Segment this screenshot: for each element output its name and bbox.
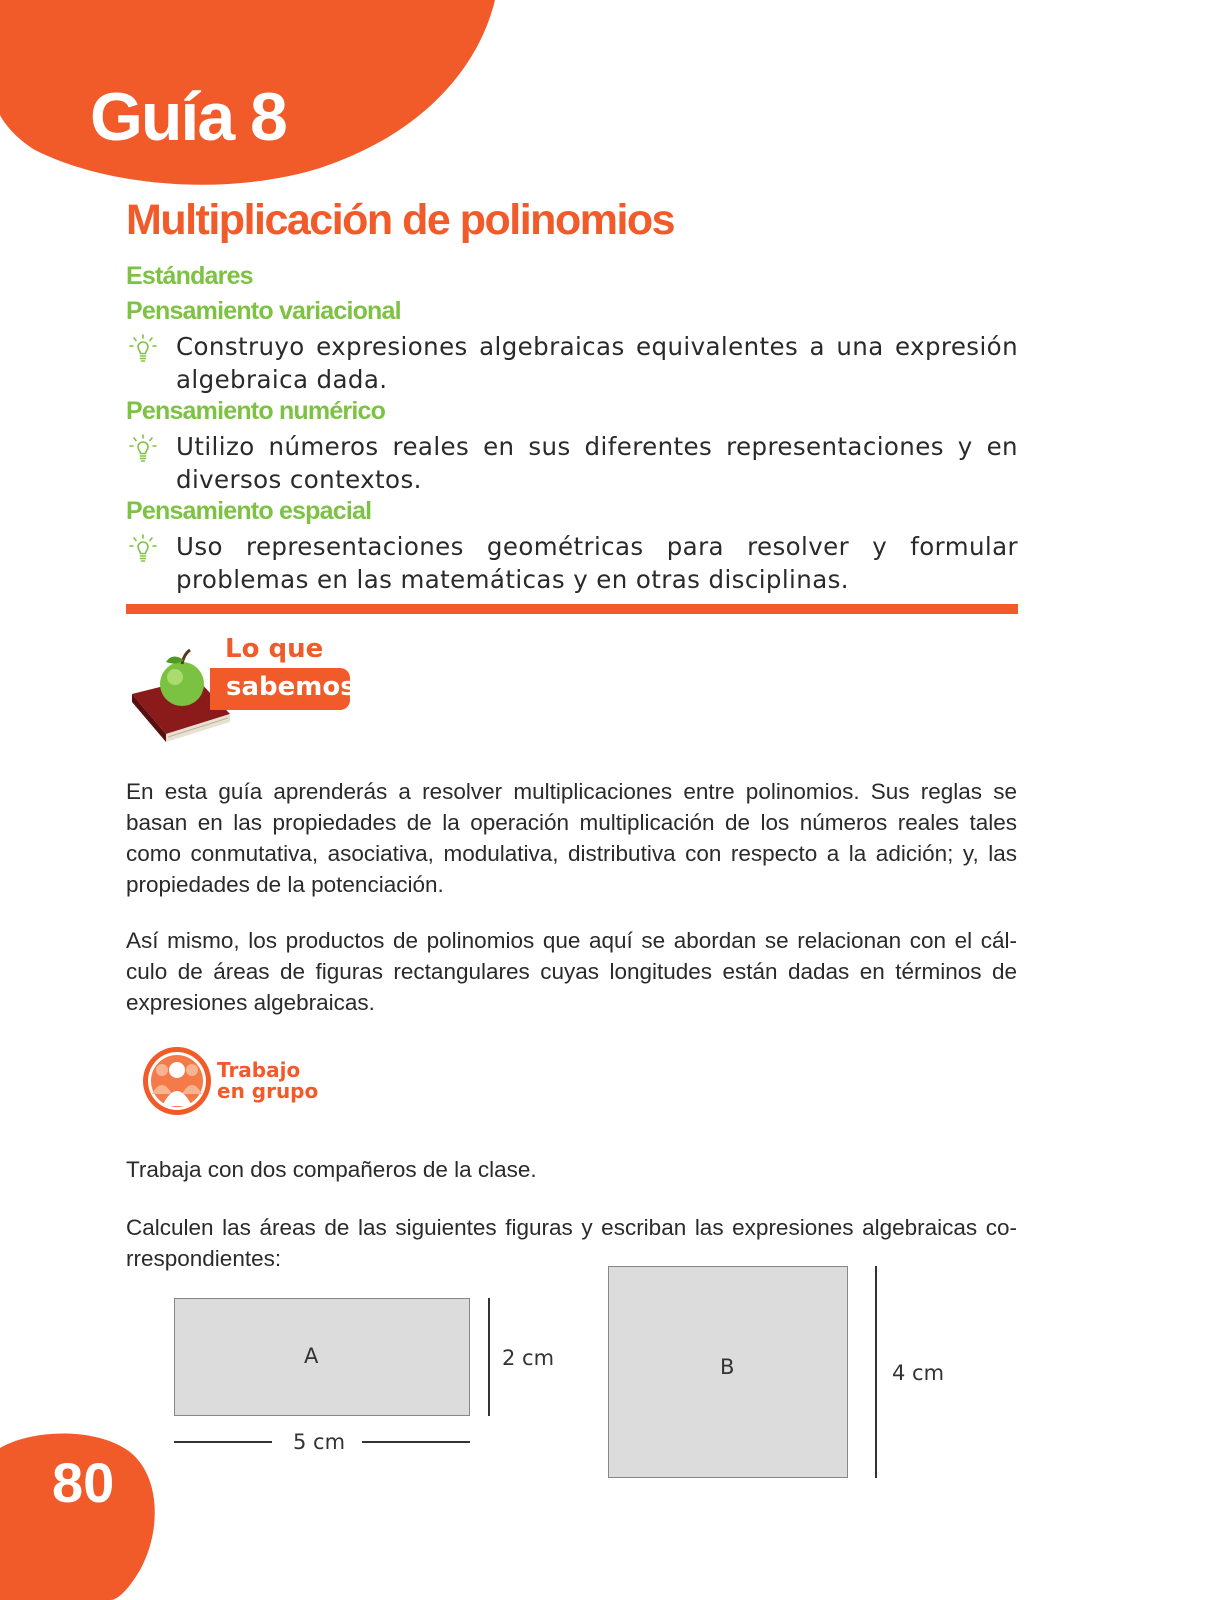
figure-a-height-label: 2 cm — [502, 1346, 555, 1370]
standard-item-numerico — [128, 430, 1018, 496]
group-instruction: Calculen las áreas de las siguientes figuras y escriban las expresiones algebraicas correspondientes: — [126, 1215, 1017, 1271]
figure-b-label: B — [720, 1355, 735, 1379]
standard-text: Uso representaciones geométricas para resolver y formular problemas en las matemáticas y en otras disciplinas. — [176, 532, 1018, 594]
figure-a-height-line — [488, 1298, 490, 1416]
standard-group-variacional: Pensamiento variacional — [126, 297, 401, 325]
page-title: Multiplicación de polinomios — [126, 196, 675, 244]
standard-text: Utilizo números reales en sus diferentes representaciones y en diversos contextos. — [176, 432, 1018, 494]
group-work-icon — [140, 1044, 214, 1118]
figure-a-width-line-right — [362, 1441, 470, 1443]
standard-text: Construyo expresiones algebraicas equivalentes a una expresión algebraica dada. — [176, 332, 1018, 394]
intro-paragraph: Así mismo, los productos de polinomios que aquí se abordan se relacionan con el cálculo de áreas de figuras rectangulares cuyas longitudes están dadas en términos de expresiones algebraicas. — [126, 928, 1017, 1015]
page-number: 80 — [52, 1451, 115, 1514]
standard-group-numerico: Pensamiento numérico — [126, 397, 386, 425]
figure-a-rectangle — [174, 1298, 470, 1416]
standard-group-espacial: Pensamiento espacial — [126, 497, 372, 525]
figure-b-height-line — [875, 1266, 877, 1478]
group-instruction: Trabaja con dos compañeros de la clase. — [126, 1157, 537, 1182]
lightbulb-icon — [128, 534, 158, 564]
lo-que-sabemos-title-line2: sabemos — [226, 672, 356, 702]
standard-item-espacial — [128, 530, 1018, 596]
standard-item-variacional — [128, 330, 1018, 396]
lightbulb-icon — [128, 434, 158, 464]
guide-title: Guía 8 — [90, 79, 286, 155]
figure-a-label: A — [304, 1344, 319, 1368]
figure-b-height-label: 4 cm — [892, 1361, 945, 1385]
standards-heading: Estándares — [126, 262, 253, 290]
lightbulb-icon — [128, 334, 158, 364]
section-divider — [126, 604, 1018, 614]
lo-que-sabemos-title-line1: Lo que — [225, 634, 324, 664]
figure-a-width-label: 5 cm — [293, 1430, 346, 1454]
trabajo-en-grupo-title-line2: en grupo — [217, 1079, 319, 1103]
intro-paragraph: En esta guía aprenderás a resolver multiplicaciones entre polinomios. Sus reglas se basan en las propiedades de la operación multiplicación de los números reales tales como conmutativa, asociativa, modulativa, distributiva con respecto a la adición; y, las propiedades de la potenciación. — [126, 779, 1017, 897]
trabajo-en-grupo-title-line1: Trabajo — [217, 1058, 301, 1082]
figure-a-width-line-left — [174, 1441, 272, 1443]
